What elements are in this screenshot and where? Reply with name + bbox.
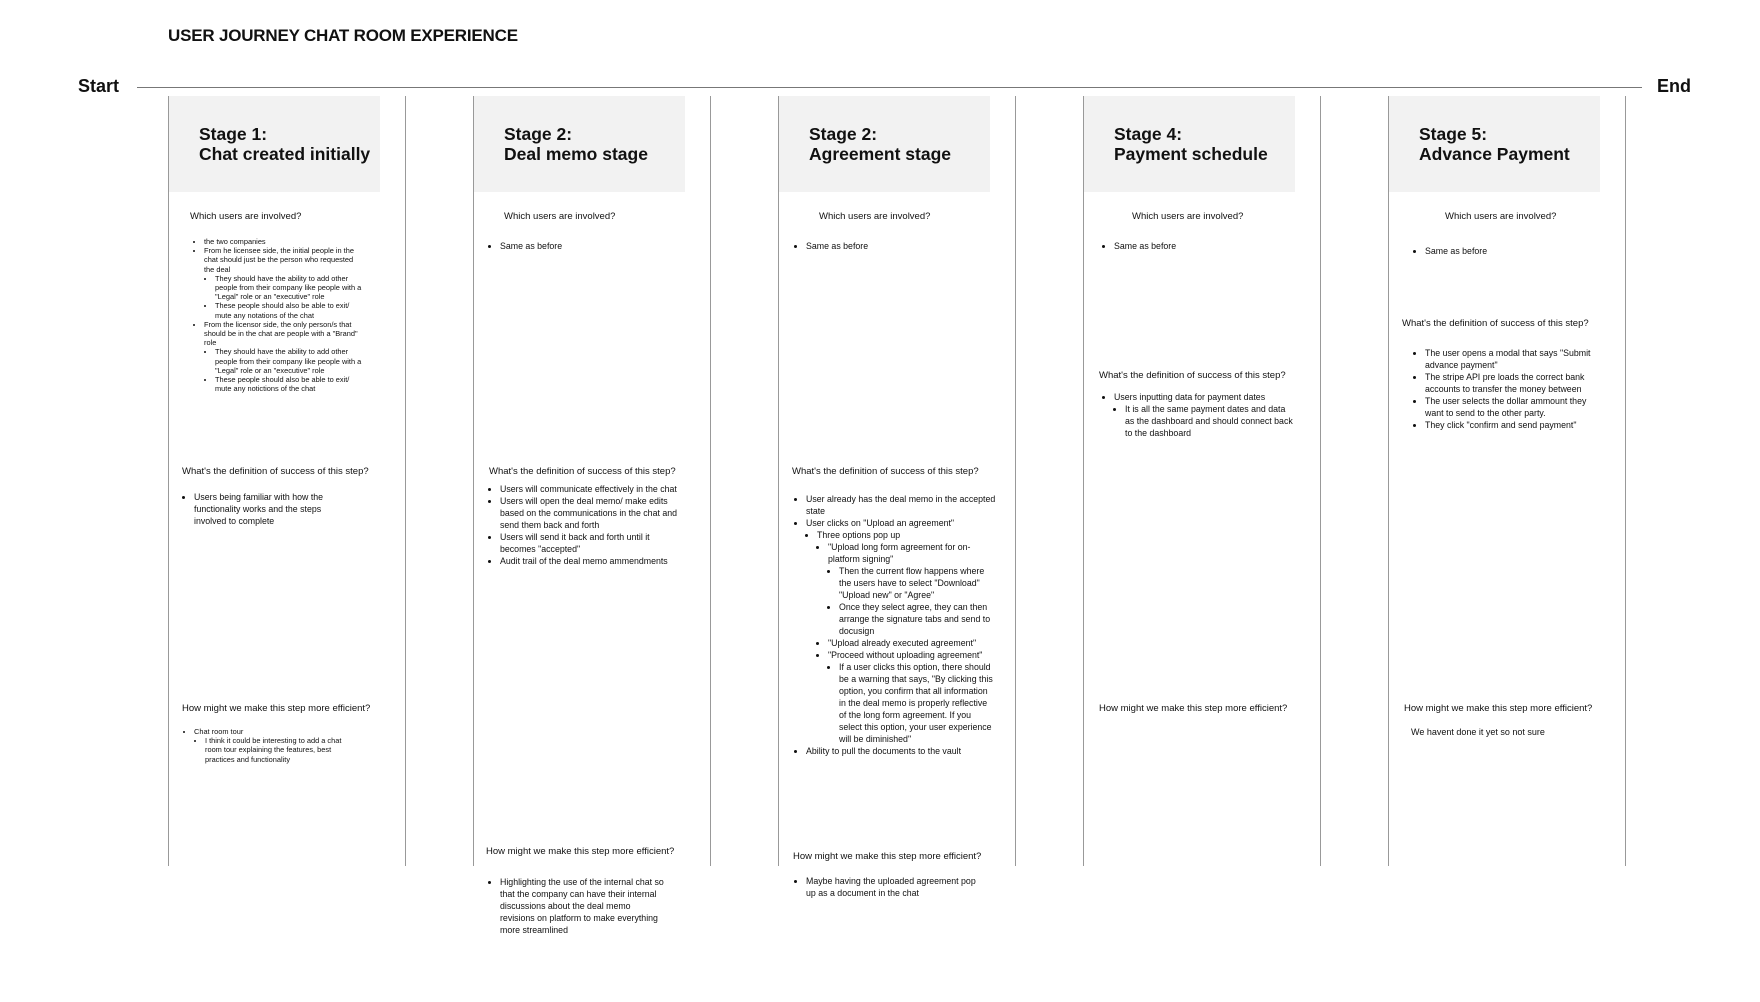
success-list [184,491,344,527]
list-item: • The stripe API pre loads the correct bank accounts to transfer the money between [1425,371,1603,395]
list-item: • Same as before [806,240,986,252]
users-question: Which users are involved? [504,211,616,222]
success-question: What's the definition of success of this step? [1099,370,1286,381]
list-item: • Same as before [1425,245,1605,257]
efficient-question: How might we make this step more efficient? [182,703,371,714]
list-item: • They should have the ability to add other people from their company like people with a "Legal" role or an "executive" role [215,274,364,302]
list-item: • Three options pop up • "Upload long form agreement for on-platform signing" • Then the current flow happens where the users have to select "Download" "Upload new" or "Agree" • Once they select agree, they can then arrange the signature tabs and send to docusign • "Upload already executed agreement" • "Proceed without uploading agreement" • If a user clicks this option, there should be a warning that says, "By clicking this option, you confirm that all information in the deal memo is properly reflective of the long form agreement. If you select this option, your user experience will be diminished" [817,529,996,745]
timeline-start-label: Start [78,76,120,96]
list-item: • The user selects the dollar ammount they want to send to the other party. [1425,395,1603,419]
stage-column-5 [1388,96,1626,866]
stage-column-4 [1083,96,1321,866]
users-list [194,237,364,393]
efficient-note: We havent done it yet so not sure [1411,727,1545,737]
list-item: • Highlighting the use of the internal chat so that the company can have their internal discussions about the deal memo revisions on platform to make everything more streamlined [500,876,666,936]
users-question: Which users are involved? [1132,211,1244,222]
efficient-question: How might we make this step more efficient? [1404,703,1593,714]
success-question: What's the definition of success of this step? [489,466,676,477]
stage-header [169,96,380,192]
list-item: • The user opens a modal that says "Submit advance payment" [1425,347,1603,371]
users-list [1415,245,1605,257]
stage-name: Advance Payment [1419,144,1570,164]
timeline-line [137,87,1642,88]
list-item: • Ability to pull the documents to the vault [806,745,996,757]
efficient-list [796,875,976,899]
list-item: • From the licensor side, the only person/s that should be in the chat are people with a "Brand" role • They should have the ability to add other people from their company like people with a "Legal" role or an "executive" role • These people should also be able to exit/ mute any notictions of the chat [204,320,364,394]
users-list [490,240,680,252]
list-item: • User clicks on "Upload an agreement" • Three options pop up • "Upload long form agreement for on-platform signing" • Then the current flow happens where the users have to select "Download" "Upload new" or "Agree" • Once they select agree, they can then arrange the signature tabs and send to docusign • "Upload already executed agreement" • "Proceed without uploading agreement" • If a user clicks this option, there should be a warning that says, "By clicking this option, you confirm that all information in the deal memo is properly reflective of the long form agreement. If you select this option, your user experience will be diminished" [806,517,996,745]
success-list [490,483,686,567]
list-item: • "Proceed without uploading agreement" • If a user clicks this option, there should be a warning that says, "By clicking this option, you confirm that all information in the deal memo is properly reflective of the long form agreement. If you select this option, your user experience will be diminished" [828,649,996,745]
success-list [1415,347,1603,431]
list-item: • the two companies [204,237,364,246]
stage-number: Stage 2: [504,124,573,144]
list-item: • "Upload long form agreement for on-platform signing" • Then the current flow happens where the users have to select "Download" "Upload new" or "Agree" • Once they select agree, they can then arrange the signature tabs and send to docusign [828,541,996,637]
list-item: • These people should also be able to exit/ mute any notictions of the chat [215,375,364,393]
list-item: • User already has the deal memo in the accepted state [806,493,996,517]
users-question: Which users are involved? [819,211,931,222]
users-list [1104,240,1294,252]
stage-column-3 [778,96,1016,866]
list-item: • Chat room tour • I think it could be interesting to add a chat room tour explaining the features, best practices and functionality [194,727,354,764]
list-item: • I think it could be interesting to add a chat room tour explaining the features, best practices and functionality [205,736,354,764]
list-item: • Then the current flow happens where the users have to select "Download" "Upload new" or "Agree" [839,565,996,601]
efficient-list [490,876,666,936]
stage-name: Deal memo stage [504,144,648,164]
list-item: • "Upload already executed agreement" [828,637,996,649]
list-item: • They click "confirm and send payment" [1425,419,1603,431]
stage-name: Payment schedule [1114,144,1268,164]
stage-number: Stage 5: [1419,124,1488,144]
stage-header [1389,96,1600,192]
stage-header [779,96,990,192]
success-question: What's the definition of success of this step? [182,466,369,477]
efficient-question: How might we make this step more efficient? [1099,703,1288,714]
success-list [1104,391,1294,439]
list-item: • Users will communicate effectively in the chat [500,483,686,495]
efficient-question: How might we make this step more efficient? [486,846,675,857]
users-list [796,240,986,252]
list-item: • Once they select agree, they can then arrange the signature tabs and send to docusign [839,601,996,637]
list-item: • Users will send it back and forth until it becomes "accepted" [500,531,686,555]
stage-header [474,96,685,192]
users-question: Which users are involved? [190,211,302,222]
list-item: • Users will open the deal memo/ make edits based on the communications in the chat and send them back and forth [500,495,686,531]
list-item: • Users being familiar with how the functionality works and the steps involved to complete [194,491,344,527]
success-question: What's the definition of success of this step? [1402,318,1589,329]
list-item: • Same as before [1114,240,1294,252]
page-title: USER JOURNEY CHAT ROOM EXPERIENCE [168,26,518,45]
users-question: Which users are involved? [1445,211,1557,222]
efficient-question: How might we make this step more efficient? [793,851,982,862]
list-item: • From he licensee side, the initial people in the chat should just be the person who requested the deal • They should have the ability to add other people from their company like people with a "Legal" role or an "executive" role • These people should also be able to exit/ mute any notations of the chat [204,246,364,320]
stage-number: Stage 1: [199,124,268,144]
list-item: • Maybe having the uploaded agreement pop up as a document in the chat [806,875,976,899]
stage-name: Agreement stage [809,144,951,164]
list-item: • If a user clicks this option, there should be a warning that says, "By clicking this option, you confirm that all information in the deal memo is properly reflective of the long form agreement. If you select this option, your user experience will be diminished" [839,661,996,745]
success-question: What's the definition of success of this step? [792,466,979,477]
list-item: • Users inputting data for payment dates • It is all the same payment dates and data as the dashboard and should connect back to the dashboard [1114,391,1294,439]
success-list [796,493,996,757]
list-item: • Audit trail of the deal memo ammendments [500,555,686,567]
list-item: • It is all the same payment dates and data as the dashboard and should connect back to the dashboard [1125,403,1294,439]
stage-number: Stage 2: [809,124,878,144]
stage-column-1 [168,96,406,866]
stage-name: Chat created initially [199,144,371,164]
stage-column-2 [473,96,711,866]
list-item: • They should have the ability to add other people from their company like people with a "Legal" role or an "executive" role [215,347,364,375]
list-item: • These people should also be able to exit/ mute any notations of the chat [215,301,364,319]
efficient-list [184,727,354,764]
timeline-end-label: End [1657,76,1691,96]
list-item: • Same as before [500,240,680,252]
stage-number: Stage 4: [1114,124,1183,144]
stage-header [1084,96,1295,192]
